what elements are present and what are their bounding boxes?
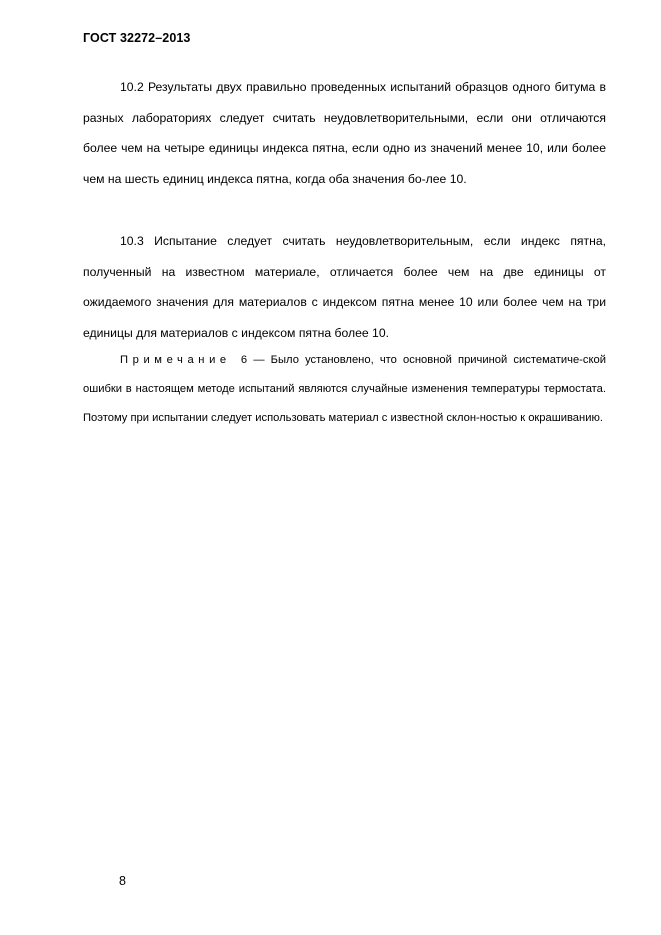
note-text: — Было установлено, что основной причиной систематиче-ской ошибки в настоящем методе испытаний являются случайные изменения температуры термостата. Поэтому при испытании следует использовать материал с известной склон-ностью к окрашиванию. <box>83 354 606 424</box>
note-label: Примечание <box>120 354 231 366</box>
standard-code-header: ГОСТ 32272–2013 <box>83 31 191 45</box>
paragraph-10-2 <box>83 72 606 195</box>
paragraph-10-3 <box>83 226 606 349</box>
note-6 <box>83 346 606 433</box>
page-number: 8 <box>119 874 126 888</box>
paragraph-text: 10.2 Результаты двух правильно проведенных испытаний образцов одного битума в разных лабораториях следует считать неудовлетворительными, если они отличаются более чем на четыре единицы индекса пятна, если одно из значений менее 10, или более чем на шесть единиц индекса пятна, когда оба значения бо-лее 10. <box>83 80 606 187</box>
note-number: 6 <box>240 354 248 366</box>
paragraph-text: 10.3 Испытание следует считать неудовлетворительным, если индекс пятна, полученный на известном материале, отличается более чем на две единицы от ожидаемого значения для материалов с индексом пятна менее 10 или более чем на три единицы для материалов с индексом пятна более 10. <box>83 234 606 341</box>
